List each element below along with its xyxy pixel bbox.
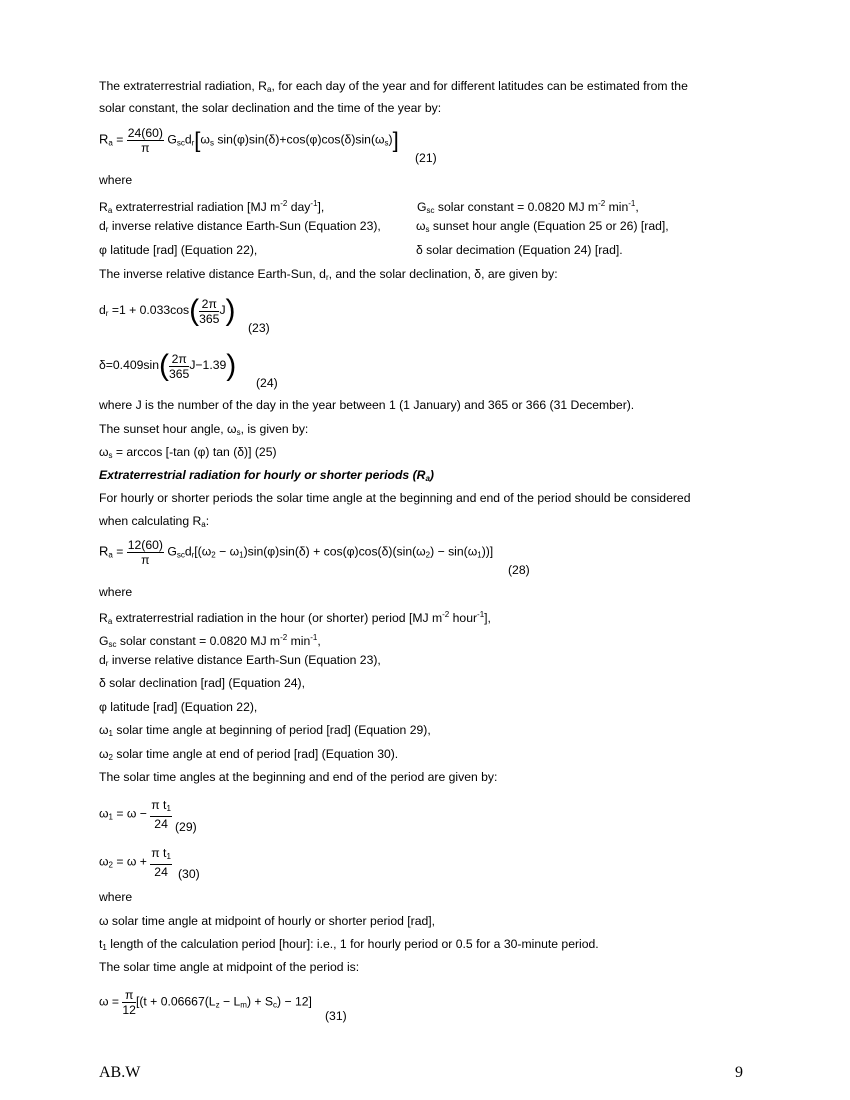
- equation-30-number: (30): [178, 867, 200, 881]
- where-label-1: where: [99, 173, 133, 187]
- hourly-paragraph: For hourly or shorter periods the solar time angle at the beginning and end of the period should be considered: [99, 491, 691, 505]
- equation-29-number: (29): [175, 820, 197, 834]
- equation-24: δ=0.409sin( $\frac{2\pi}{365}$ J−1.39): [99, 349, 237, 382]
- footer-author: AB.W: [99, 1064, 141, 1081]
- sunset-paragraph: The sunset hour angle, $\omega_s$, is given by:: [99, 422, 309, 437]
- time-angles-paragraph: The solar time angles at the beginning and end of the period are given by:: [99, 770, 498, 784]
- intro-paragraph-line2: solar constant, the solar declination and the time of the year by:: [99, 101, 442, 115]
- equation-29: $\omega_1 = \omega$ − $\frac{\pi t_1}{24}$: [99, 798, 171, 831]
- equation-28-number: (28): [508, 563, 530, 577]
- def2-delta: δ solar declination [rad] (Equation 24),: [99, 676, 305, 690]
- equation-31-number: (31): [325, 1009, 347, 1023]
- equation-30: $\omega_2 = \omega$ + $\frac{\pi t_1}{24}$: [99, 846, 171, 879]
- def2-omega2: $\omega_2$ solar time angle at end of period [rad] (Equation 30).: [99, 747, 399, 762]
- page-number: 9: [735, 1064, 743, 1081]
- def2-phi: φ latitude [rad] (Equation 22),: [99, 700, 258, 714]
- equation-21-number: (21): [415, 151, 437, 165]
- def2-gsc: $G_{sc}$ solar constant = 0.0820 MJ $m^{-2}$ $\min^{-1}$,: [99, 633, 321, 649]
- def-ra: $R_a$ extraterrestrial radiation [MJ $m^{-2}$ day$^{-1}$],: [99, 199, 325, 215]
- def-phi: φ latitude [rad] (Equation 22),: [99, 243, 258, 257]
- equation-21: $R_a$ = $\frac{24(60)}{\pi}$ $G_{sc}d_r[\omega_s$ $\sin(\varphi)\sin(\delta)+\cos(\varphi)\cos(\delta)\sin(\omega_s)$]: [99, 126, 399, 155]
- equation-24-number: (24): [256, 376, 278, 390]
- section-heading: Extraterrestrial radiation for hourly or shorter periods $(R_a)$: [99, 468, 434, 483]
- equation-28: $R_a$ = $\frac{12(60)}{\pi}$ $G_{sc}d_r[(\omega_2 - \omega_1)\sin(\varphi)\sin(\delta) + \cos(\varphi)\cos(\delta)(\sin(\omega_2) - \sin(\omega_1))]$: [99, 538, 494, 567]
- def2-ra: $R_a$ extraterrestrial radiation in the hour (or shorter) period [MJ $m^{-2}$ hour$^{-1}$],: [99, 610, 491, 626]
- def-omega: ω solar time angle at midpoint of hourly or shorter period [rad],: [99, 914, 436, 928]
- equation-21-fraction: $\frac{24(60)}{\pi}$: [127, 126, 163, 155]
- def-delta: δ solar decimation (Equation 24) [rad].: [416, 243, 623, 257]
- equation-23: $d_r =1 + 0.033\cos$( $\frac{2\pi}{365}$ J): [99, 294, 236, 327]
- where-label-2: where: [99, 585, 133, 599]
- equation-31: ω = $\frac{\pi}{12}$ $[(t + 0.06667(L_z - L_m) + S_c) - 12]$: [99, 988, 312, 1017]
- def-dr: $d_r$ inverse relative distance Earth-Sun (Equation 23),: [99, 219, 381, 234]
- def-gsc: $G_{sc}$ solar constant = 0.0820 MJ $m^{-2}$ $\min^{-1}$,: [417, 199, 639, 215]
- day-of-year-note: where J is the number of the day in the year between 1 (1 January) and 365 or 366 (31 December).: [99, 398, 635, 412]
- equation-23-number: (23): [248, 321, 270, 335]
- hourly-paragraph-line2: when calculating $R_a$:: [99, 514, 210, 529]
- def2-dr: $d_r$ inverse relative distance Earth-Sun (Equation 23),: [99, 653, 381, 668]
- inverse-distance-paragraph: The inverse relative distance Earth-Sun, $d_r$, and the solar declination, δ, are given by:: [99, 267, 558, 282]
- where-label-3: where: [99, 890, 133, 904]
- def2-omega1: $\omega_1$ solar time angle at beginning of period [rad] (Equation 29),: [99, 723, 431, 738]
- equation-25: $\omega_s = \arccos [-\tan$ (φ) tan (δ)] (25): [99, 445, 277, 460]
- def-ws: $\omega_s$ sunset hour angle (Equation 25 or 26) [rad],: [416, 219, 669, 234]
- midpoint-paragraph: The solar time angle at midpoint of the period is:: [99, 960, 360, 974]
- intro-paragraph: The extraterrestrial radiation, $R_a$, for each day of the year and for different latitudes can be estimated from the: [99, 79, 688, 94]
- def-t1: $t_1$ length of the calculation period [hour]: i.e., 1 for hourly period or 0.5 for a 30-minute period.: [99, 937, 599, 952]
